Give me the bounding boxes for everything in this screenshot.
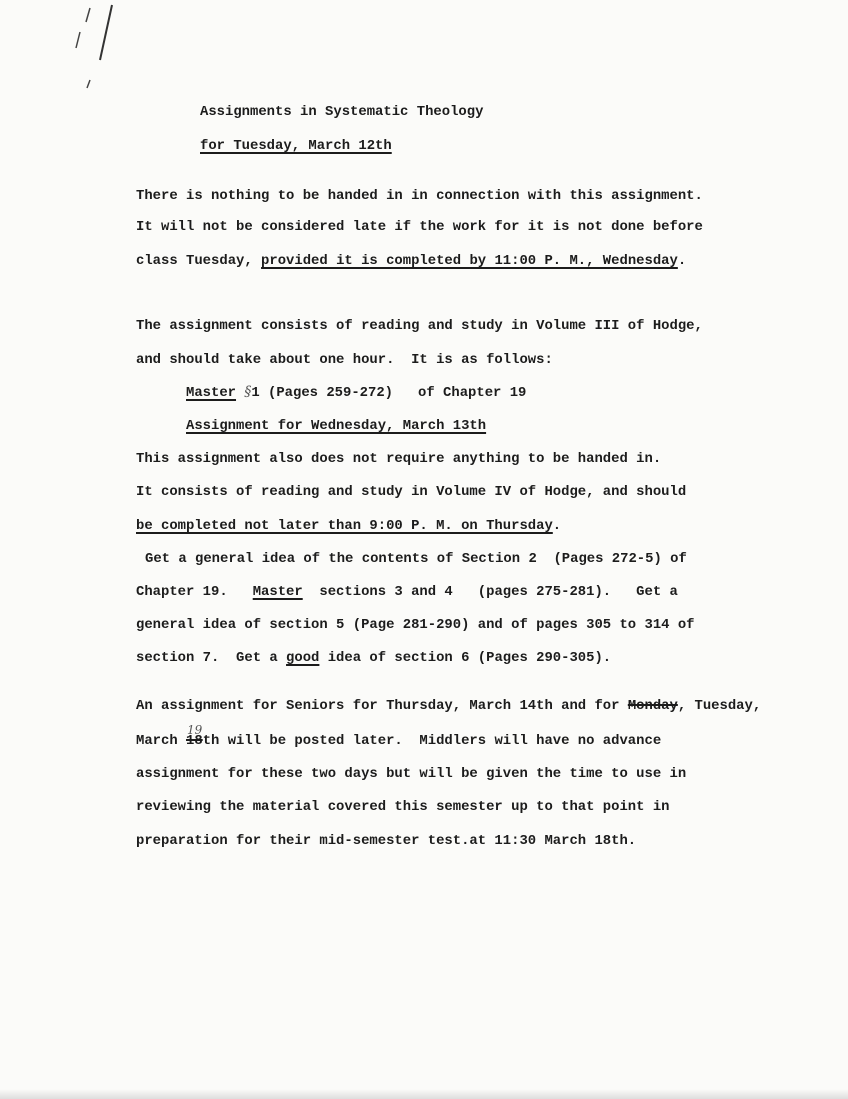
text-segment: Get a general idea of the contents of Section 2 (Pages 272-5) of: [145, 551, 687, 567]
underlined-text: Assignment for Wednesday, March 13th: [186, 418, 487, 434]
text-line: [136, 484, 686, 500]
underlined-text: good: [286, 650, 320, 666]
text-line: [136, 733, 661, 749]
text-segment: 1 (Pages 259-272) of Chapter 19: [251, 385, 527, 401]
document-title: Assignments in Systematic Theology: [200, 104, 484, 120]
text-segment: It consists of reading and study in Volume IV of Hodge, and should: [136, 484, 687, 500]
text-segment: Chapter 19.: [136, 584, 253, 600]
document-subtitle: for Tuesday, March 12th: [200, 138, 392, 154]
struck-text: Monday: [627, 698, 678, 714]
handwritten-correction: 19: [187, 723, 203, 737]
text-line: [136, 352, 553, 368]
text-segment: general idea of section 5 (Page 281-290) and of pages 305 to 314 of: [136, 617, 695, 633]
text-segment: and should take about one hour. It is as follows:: [136, 352, 553, 368]
underlined-text: provided it is completed by 11:00 P. M., Wednesday: [261, 253, 678, 269]
text-line: [136, 766, 686, 782]
underlined-text: be completed not later than 9:00 P. M. on Thursday: [136, 518, 553, 534]
text-line: [186, 418, 486, 434]
text-line: [136, 318, 703, 334]
text-line: [145, 551, 687, 567]
text-line: [136, 584, 678, 600]
text-segment: An assignment for Seniors for Thursday, March 14th and for: [136, 698, 628, 714]
text-line: [186, 384, 526, 401]
text-segment: section 7. Get a: [136, 650, 287, 666]
text-line: [136, 833, 636, 849]
text-segment: assignment for these two days but will be given the time to use in: [136, 766, 687, 782]
text-segment: March: [136, 733, 187, 749]
text-line: [136, 698, 761, 714]
text-segment: reviewing the material covered this semester up to that point in: [136, 799, 670, 815]
page-edge: [0, 1089, 848, 1099]
underlined-text: Master: [252, 584, 303, 600]
text-segment: The assignment consists of reading and study in Volume III of Hodge,: [136, 318, 703, 334]
text-line: [136, 617, 695, 633]
text-segment: .: [677, 253, 687, 269]
text-segment: This assignment also does not require anything to be handed in.: [136, 451, 662, 467]
text-line: [136, 650, 611, 666]
text-segment: th will be posted later. Middlers will have no advance: [202, 733, 662, 749]
stray-pen-marks: [0, 0, 848, 120]
struck-text: 18: [186, 733, 203, 749]
text-line: [136, 451, 661, 467]
text-segment: idea of section 6 (Pages 290-305).: [319, 650, 612, 666]
text-line: [136, 518, 561, 534]
text-segment: , Tuesday,: [677, 698, 762, 714]
text-segment: preparation for their mid-semester test.at 11:30 March 18th.: [136, 833, 637, 849]
text-line: [136, 253, 686, 269]
text-segment: class Tuesday,: [136, 253, 262, 269]
handwritten-mark: §: [244, 384, 252, 400]
text-line: [136, 188, 703, 204]
text-line: [136, 799, 670, 815]
text-line: [136, 219, 703, 235]
text-segment: .: [552, 518, 562, 534]
text-segment: sections 3 and 4 (pages 275-281). Get a: [302, 584, 678, 600]
text-segment: It will not be considered late if the work for it is not done before: [136, 219, 703, 235]
underlined-text: Master: [186, 385, 237, 401]
text-segment: There is nothing to be handed in in connection with this assignment.: [136, 188, 703, 204]
